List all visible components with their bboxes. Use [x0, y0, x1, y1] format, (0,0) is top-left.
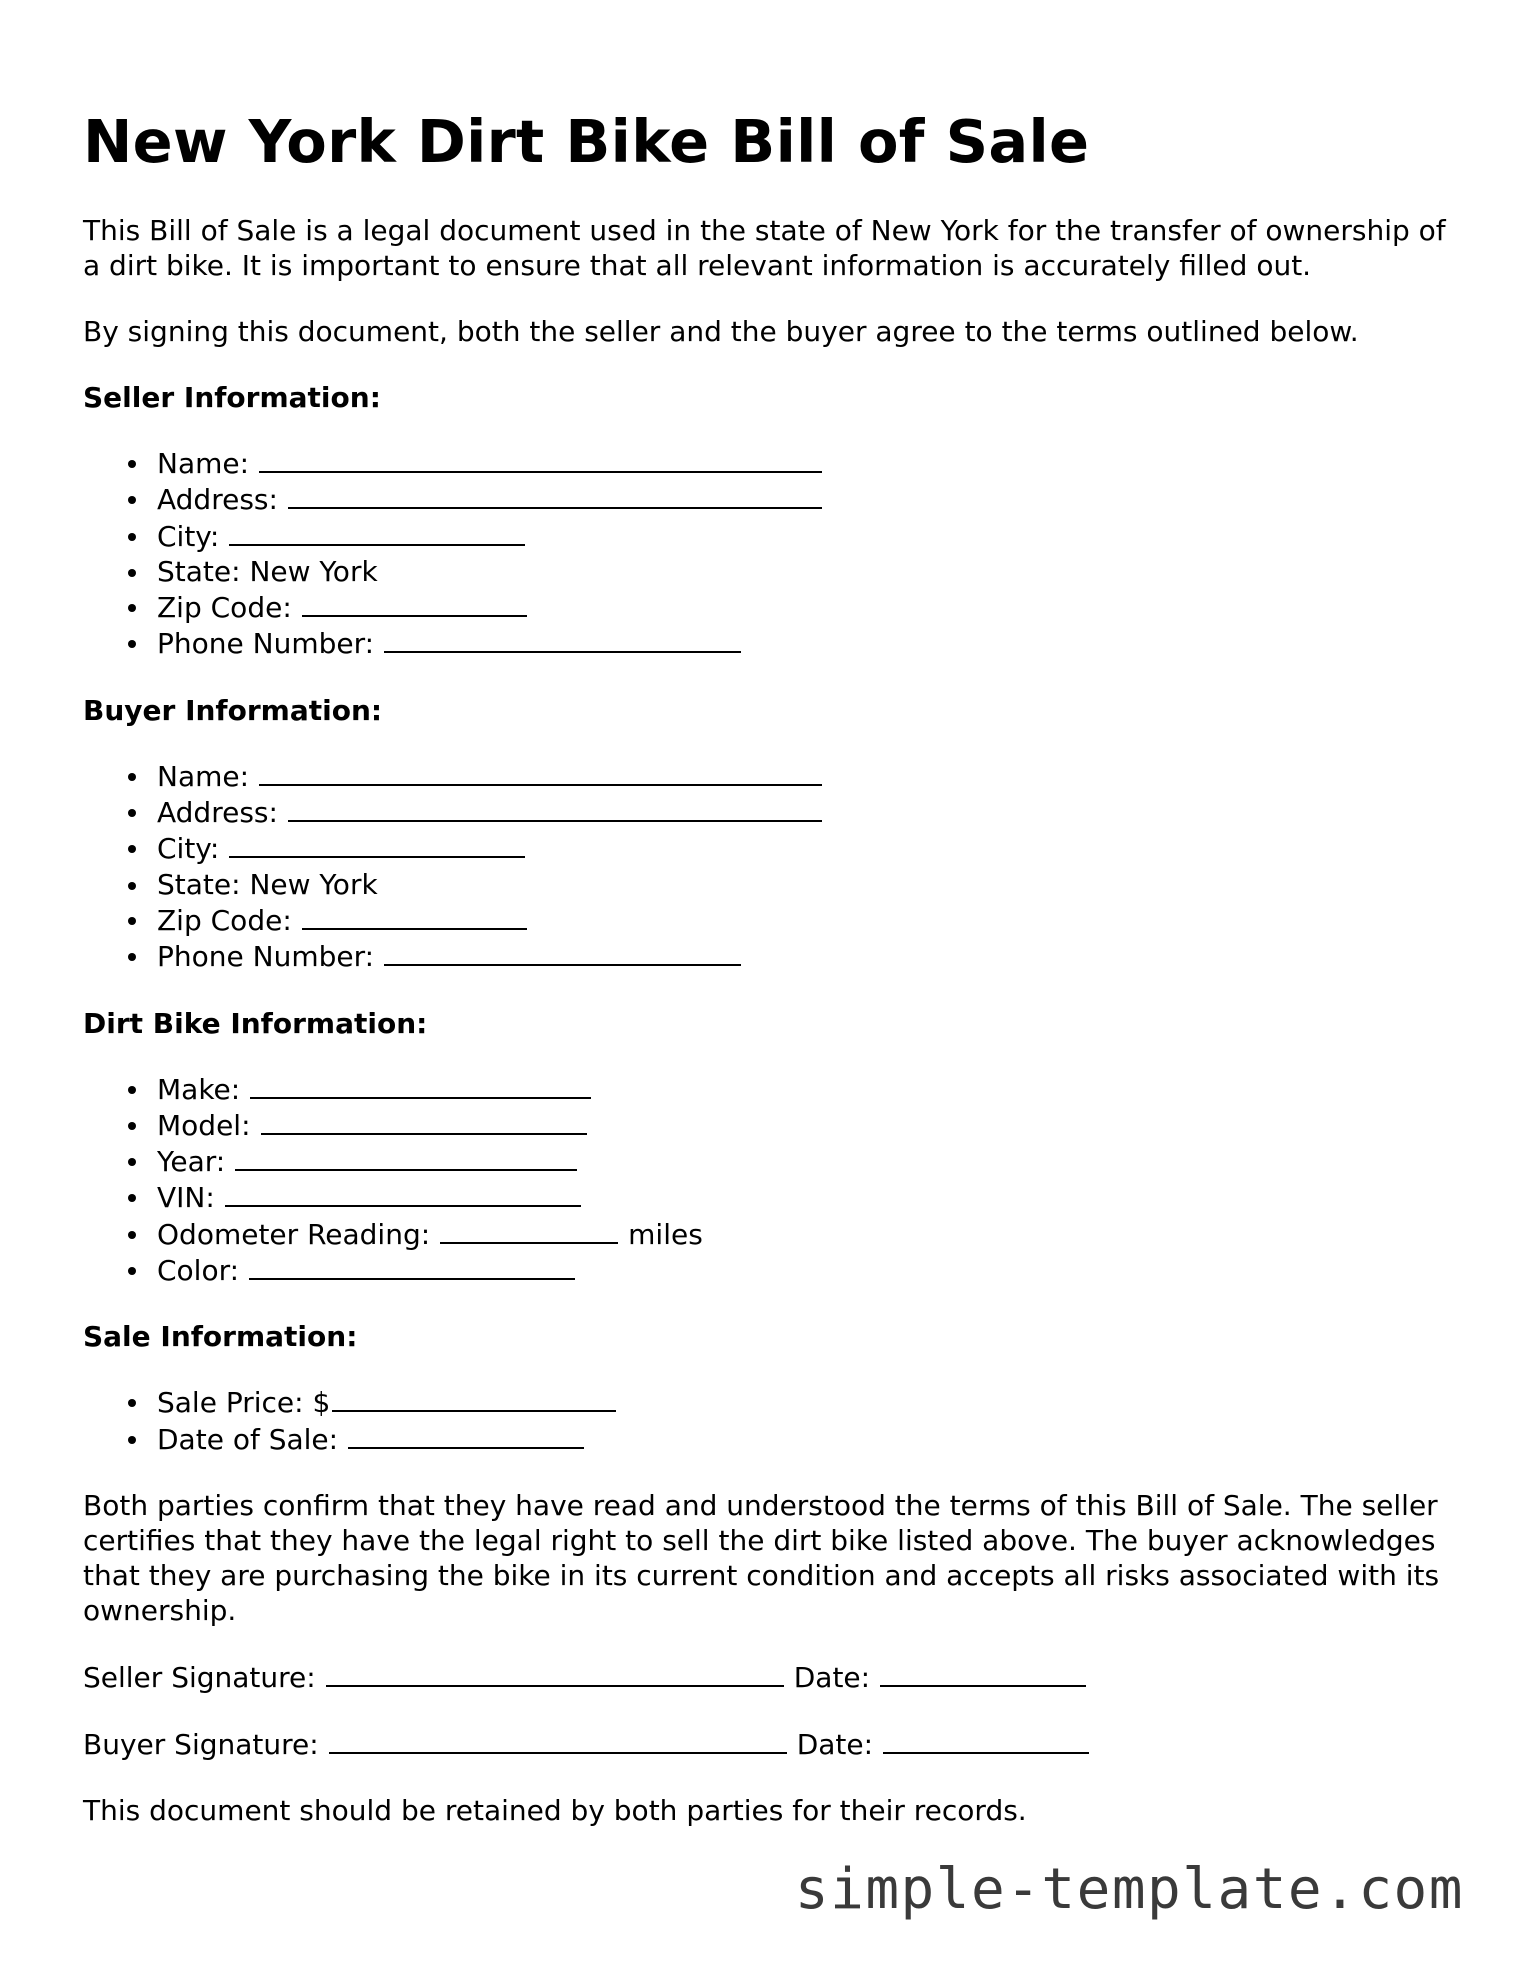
bike-model-blank[interactable]: [261, 1107, 587, 1135]
list-item: [157, 445, 1453, 481]
bike-color-blank[interactable]: [249, 1252, 575, 1280]
seller-signature-label: Seller Signature:: [83, 1660, 316, 1694]
bike-make-label: Make:: [157, 1072, 241, 1106]
seller-signature-blank[interactable]: [326, 1659, 784, 1687]
bike-year-label: Year:: [157, 1145, 226, 1179]
bike-model-label: Model:: [157, 1108, 251, 1142]
buyer-address-label: Address:: [157, 796, 278, 830]
sale-date-blank[interactable]: [348, 1421, 584, 1449]
watermark-text: simple-template.com: [794, 1857, 1464, 1922]
buyer-state-text: State: New York: [157, 867, 378, 901]
buyer-signature-blank[interactable]: [329, 1726, 787, 1754]
bike-year-blank[interactable]: [235, 1143, 577, 1171]
list-item: [157, 902, 1453, 938]
seller-date-blank[interactable]: [880, 1659, 1086, 1687]
buyer-city-blank[interactable]: [229, 830, 525, 858]
list-item: [157, 1071, 1453, 1107]
buyer-date-blank[interactable]: [883, 1726, 1089, 1754]
seller-phone-label: Phone Number:: [157, 627, 375, 661]
buyer-address-blank[interactable]: [288, 794, 822, 822]
buyer-section-heading: Buyer Information:: [83, 693, 383, 727]
seller-address-label: Address:: [157, 483, 278, 517]
list-item: [157, 794, 1453, 830]
buyer-name-label: Name:: [157, 759, 250, 793]
list-item: [157, 1421, 1453, 1457]
seller-name-label: Name:: [157, 447, 250, 480]
intro-paragraph: This Bill of Sale is a legal document used in the state of New York for the transfer of ownership of a dirt bike. It is important to ensure that all relevant information is accurately filled out.: [83, 214, 1446, 282]
seller-field-list: [83, 445, 1453, 662]
seller-date-label: Date:: [793, 1660, 871, 1694]
list-item: [157, 1179, 1453, 1215]
buyer-signature-line: [83, 1726, 1453, 1762]
seller-signature-line: [83, 1659, 1453, 1695]
list-item: [157, 1384, 1453, 1420]
bike-odometer-unit: miles: [628, 1217, 703, 1251]
seller-section-heading: Seller Information:: [83, 381, 381, 414]
bike-section-heading: Dirt Bike Information:: [83, 1006, 428, 1040]
sale-price-label: Sale Price: $: [157, 1386, 331, 1420]
bike-make-blank[interactable]: [250, 1071, 591, 1099]
list-item: [157, 867, 1453, 902]
list-item: [157, 830, 1453, 866]
buyer-zip-label: Zip Code:: [157, 903, 292, 937]
bike-color-label: Color:: [157, 1254, 240, 1288]
buyer-signature-label: Buyer Signature:: [83, 1727, 319, 1761]
buyer-name-blank[interactable]: [259, 758, 822, 786]
document-title: New York Dirt Bike Bill of Sale: [83, 107, 1090, 176]
list-item: [157, 625, 1453, 661]
list-item: [157, 758, 1453, 794]
sale-price-blank[interactable]: [332, 1384, 616, 1412]
list-item: [157, 938, 1453, 974]
list-item: [157, 518, 1453, 554]
seller-address-blank[interactable]: [288, 481, 822, 509]
seller-zip-label: Zip Code:: [157, 591, 292, 625]
seller-name-blank[interactable]: [259, 445, 822, 473]
list-item: [157, 1252, 1453, 1288]
seller-city-blank[interactable]: [229, 518, 525, 546]
sale-date-label: Date of Sale:: [157, 1422, 339, 1456]
list-item: [157, 589, 1453, 625]
list-item: [157, 1107, 1453, 1143]
bill-of-sale-document: [83, 100, 1453, 1828]
bike-vin-label: VIN:: [157, 1181, 215, 1215]
buyer-phone-label: Phone Number:: [157, 940, 375, 974]
list-item: [157, 554, 1453, 589]
buyer-phone-blank[interactable]: [384, 938, 741, 966]
sale-field-list: [83, 1384, 1453, 1457]
seller-phone-blank[interactable]: [384, 625, 741, 653]
list-item: [157, 1143, 1453, 1179]
buyer-date-label: Date:: [796, 1727, 874, 1761]
agreement-paragraph: By signing this document, both the seller and the buyer agree to the terms outlined below.: [83, 315, 1359, 348]
buyer-city-label: City:: [157, 832, 220, 866]
seller-state-text: State: New York: [157, 554, 378, 588]
confirmation-paragraph: Both parties confirm that they have read and understood the terms of this Bill of Sale. The seller certifies that they have the legal right to sell the dirt bike listed above. The buyer acknowledges that they are purchasing the bike in its current condition and accepts all risks associated with its ownership.: [83, 1488, 1440, 1627]
list-item: [157, 1216, 1453, 1252]
bike-odometer-label: Odometer Reading:: [157, 1217, 431, 1251]
list-item: [157, 481, 1453, 517]
sale-section-heading: Sale Information:: [83, 1320, 358, 1354]
bike-vin-blank[interactable]: [225, 1179, 581, 1207]
buyer-field-list: [83, 758, 1453, 975]
seller-zip-blank[interactable]: [302, 589, 527, 617]
bike-field-list: [83, 1071, 1453, 1289]
seller-city-label: City:: [157, 519, 220, 553]
retention-note: This document should be retained by both parties for their records.: [83, 1793, 1027, 1827]
bike-odometer-blank[interactable]: [440, 1216, 618, 1244]
buyer-zip-blank[interactable]: [302, 902, 527, 930]
